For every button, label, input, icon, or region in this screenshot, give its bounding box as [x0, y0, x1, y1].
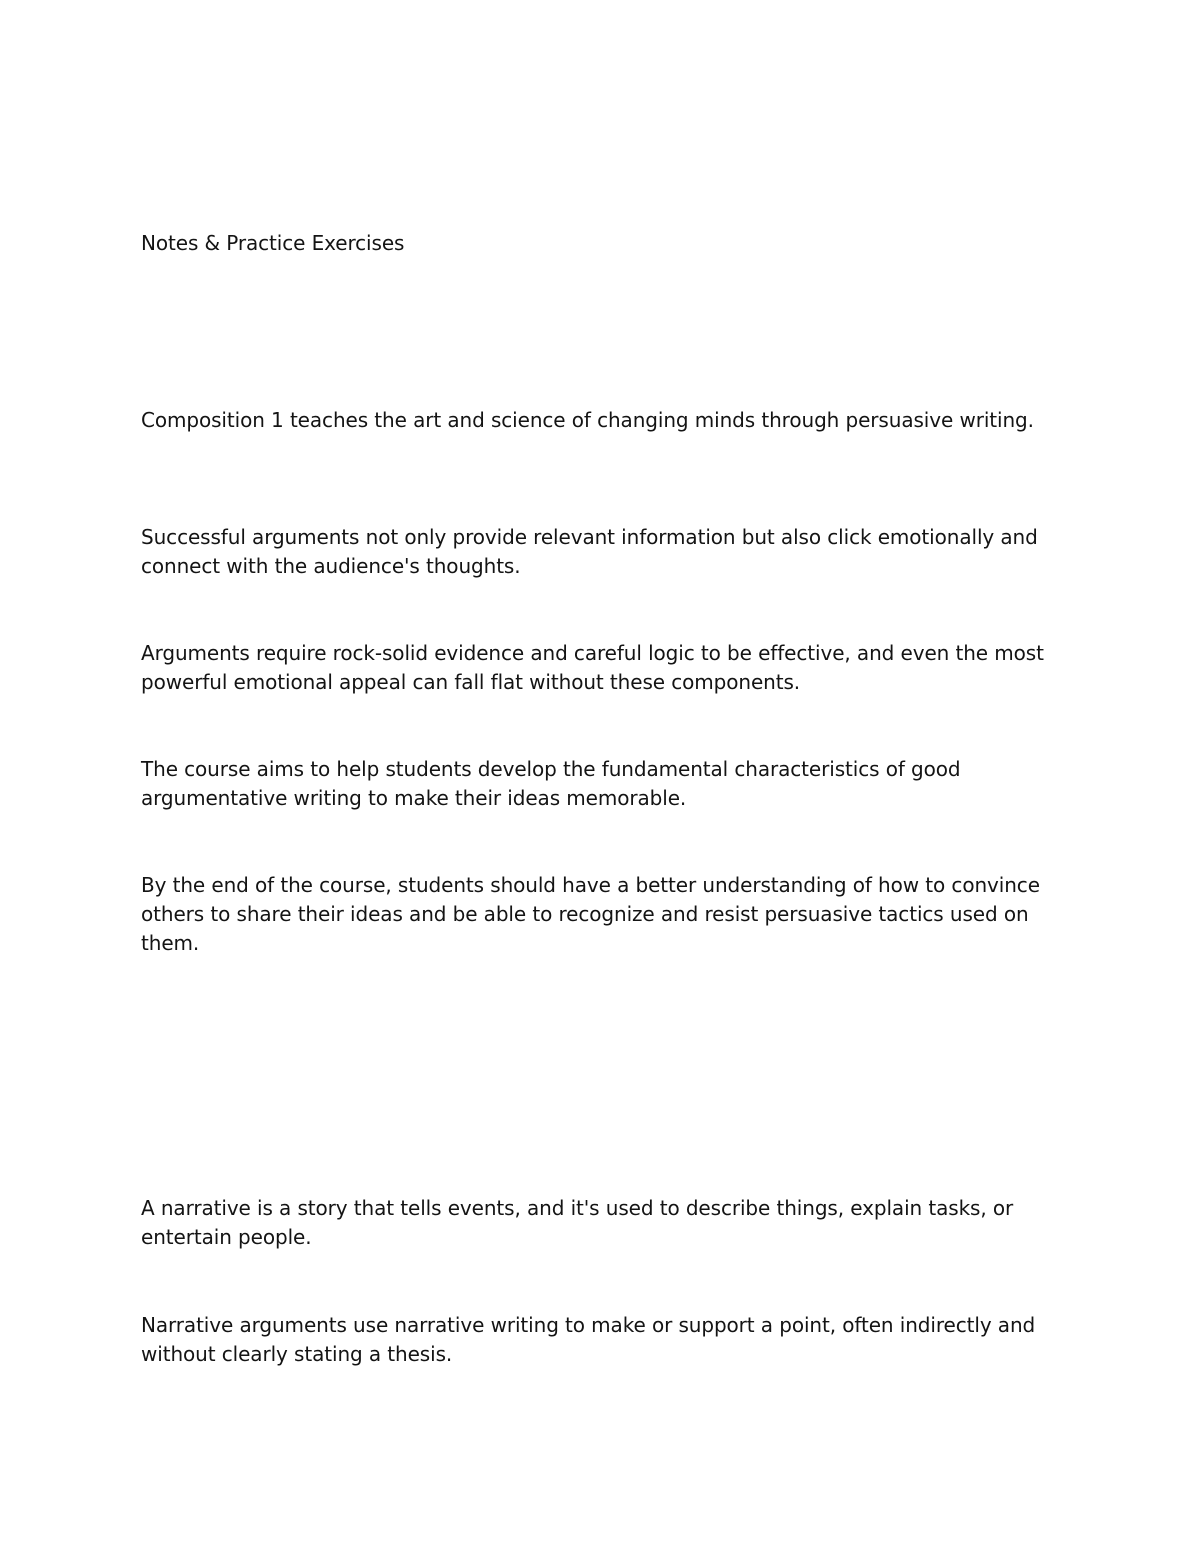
paragraph-narrative-definition: A narrative is a story that tells events, and it's used to describe things, explain tasks, or entertain people. — [141, 1196, 1014, 1249]
paragraph-successful-arguments: Successful arguments not only provide relevant information but also click emotionally and connect with the audience's thoughts. — [141, 525, 1038, 578]
paragraph-course-aims: The course aims to help students develop the fundamental characteristics of good argumentative writing to make their ideas memorable. — [141, 757, 961, 810]
paragraph-course-outcomes: By the end of the course, students should have a better understanding of how to convince others to share their ideas and be able to recognize and resist persuasive tactics used on them. — [141, 873, 1040, 955]
paragraph-evidence-logic: Arguments require rock-solid evidence and careful logic to be effective, and even the most powerful emotional appeal can fall flat without these components. — [141, 641, 1044, 694]
paragraph-composition-intro: Composition 1 teaches the art and science of changing minds through persuasive writing. — [141, 408, 1034, 432]
paragraph-narrative-arguments: Narrative arguments use narrative writing to make or support a point, often indirectly and without clearly stating a thesis. — [141, 1313, 1036, 1366]
document-heading: Notes & Practice Exercises — [141, 231, 405, 255]
